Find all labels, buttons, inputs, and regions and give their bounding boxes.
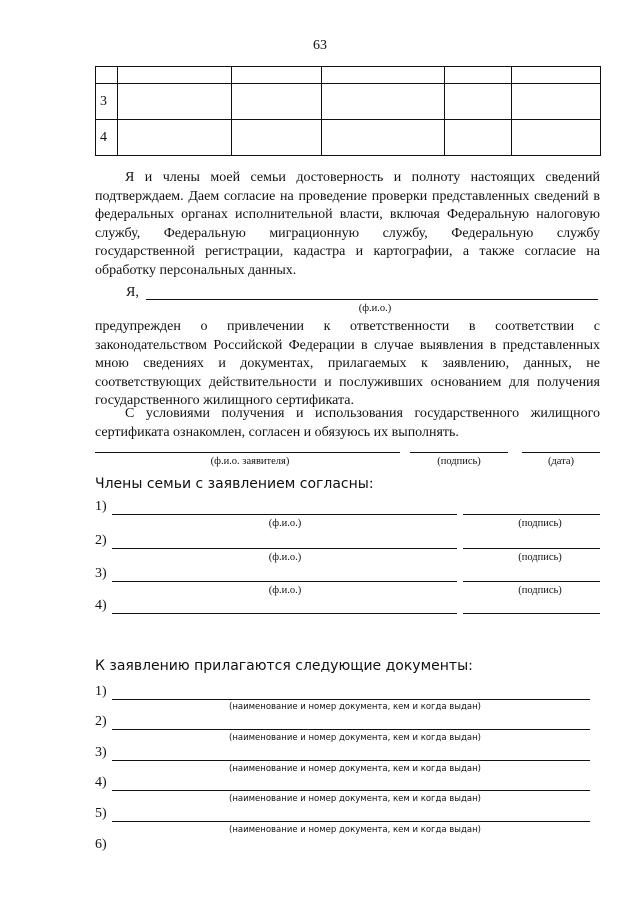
document-number: 5) — [95, 806, 107, 821]
table-cell[interactable] — [512, 120, 601, 156]
table-cell[interactable] — [445, 67, 512, 84]
family-member-fio-line[interactable] — [112, 548, 457, 549]
document-caption: (наименование и номер документа, кем и когда выдан) — [229, 794, 481, 804]
family-heading: Члены семьи с заявлением согласны: — [95, 476, 374, 492]
document-caption: (наименование и номер документа, кем и когда выдан) — [229, 702, 481, 712]
family-member-fio-line[interactable] — [112, 613, 457, 614]
document-line[interactable] — [112, 760, 590, 761]
signature-caption: (подпись) — [437, 456, 481, 467]
document-number: 1) — [95, 684, 107, 699]
document-caption: (наименование и номер документа, кем и когда выдан) — [229, 764, 481, 774]
table-cell[interactable] — [512, 84, 601, 120]
date-line[interactable] — [522, 452, 600, 453]
family-member-sign-caption: (подпись) — [518, 585, 562, 596]
family-member-fio-line[interactable] — [112, 514, 457, 515]
table-cell[interactable] — [232, 120, 322, 156]
family-member-signature-line[interactable] — [463, 514, 600, 515]
table-cell[interactable] — [232, 84, 322, 120]
family-member-signature-line[interactable] — [463, 613, 600, 614]
members-table — [95, 66, 601, 156]
document-line[interactable] — [112, 729, 590, 730]
document-caption: (наименование и номер документа, кем и когда выдан) — [229, 825, 481, 835]
applicant-fio-sign-line[interactable] — [95, 452, 400, 453]
table-cell-number: 3 — [96, 84, 118, 120]
table-cell[interactable] — [118, 67, 232, 84]
date-caption: (дата) — [547, 456, 575, 467]
table-cell[interactable] — [118, 84, 232, 120]
family-member-number: 3) — [95, 566, 107, 581]
family-member-number: 1) — [95, 499, 107, 514]
table-cell[interactable] — [322, 84, 445, 120]
conditions-paragraph: С условиями получения и использования государственного жилищного сертификата ознакомлен, согласен и обязуюсь их выполнять. — [95, 406, 600, 440]
family-member-fio-caption: (ф.и.о.) — [268, 552, 302, 563]
table-cell-number — [96, 67, 118, 84]
consent-paragraph: Я и члены моей семьи достоверность и полноту настоящих сведений подтверждаем. Даем согласие на проведение проверки представленных сведений в федеральных органах исполнительной власти, включая Федеральную налоговую службу, Федеральную миграционную службу, Федеральную службу государственной регистрации, кадастра и картографии, а также согласие на обработку персональных данных. — [95, 170, 600, 278]
table-row — [96, 120, 601, 156]
document-line[interactable] — [112, 821, 590, 822]
family-member-number: 2) — [95, 533, 107, 548]
document-number: 6) — [95, 837, 107, 852]
table-cell[interactable] — [118, 120, 232, 156]
ya-label: Я, — [126, 285, 139, 300]
family-member-fio-caption: (ф.и.о.) — [268, 585, 302, 596]
document-line[interactable] — [112, 699, 590, 700]
table-cell[interactable] — [512, 67, 601, 84]
family-member-number: 4) — [95, 598, 107, 613]
fio-applicant-caption: (ф.и.о. заявителя) — [210, 456, 290, 467]
warning-paragraph: предупрежден о привлечении к ответственности в соответствии с законодательством Российской Федерации в случае выявления в представленных мною сведениях и документах, прилагаемых к заявлению, данных, не соответствующих действительности и послуживших основанием для получения государственного жилищного сертификата. — [95, 319, 600, 408]
family-member-sign-caption: (подпись) — [518, 518, 562, 529]
applicant-signature-line[interactable] — [410, 452, 508, 453]
document-number: 4) — [95, 775, 107, 790]
table-row — [96, 84, 601, 120]
document-line[interactable] — [112, 790, 590, 791]
table-cell[interactable] — [232, 67, 322, 84]
table-cell[interactable] — [322, 120, 445, 156]
applicant-fio-line[interactable] — [146, 299, 598, 300]
document-number: 3) — [95, 745, 107, 760]
family-member-sign-caption: (подпись) — [518, 552, 562, 563]
table-cell-number: 4 — [96, 120, 118, 156]
table-cell[interactable] — [445, 120, 512, 156]
table-cell[interactable] — [322, 67, 445, 84]
family-member-fio-line[interactable] — [112, 581, 457, 582]
family-member-fio-caption: (ф.и.о.) — [268, 518, 302, 529]
family-member-signature-line[interactable] — [463, 548, 600, 549]
table-row — [96, 67, 601, 84]
documents-heading: К заявлению прилагаются следующие документы: — [95, 658, 473, 674]
document-caption: (наименование и номер документа, кем и когда выдан) — [229, 733, 481, 743]
table-cell[interactable] — [445, 84, 512, 120]
page-number: 63 — [313, 38, 327, 53]
document-number: 2) — [95, 714, 107, 729]
family-member-signature-line[interactable] — [463, 581, 600, 582]
fio-caption: (ф.и.о.) — [358, 303, 392, 314]
